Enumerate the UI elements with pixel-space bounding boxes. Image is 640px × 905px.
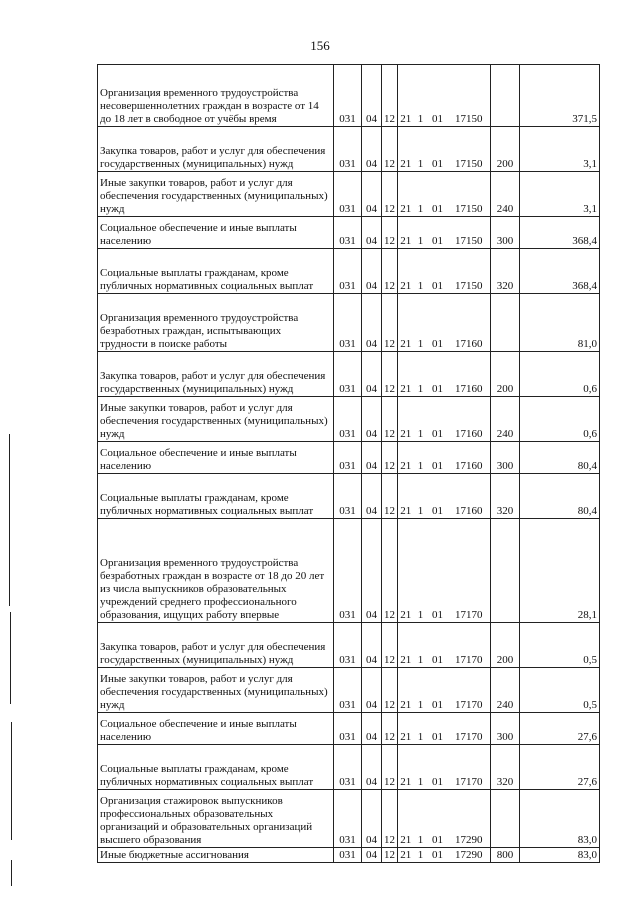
code-cs-event: 01 xyxy=(428,745,448,790)
code-vr: 200 xyxy=(491,127,520,172)
row-amount: 27,6 xyxy=(520,713,600,745)
code-rz: 04 xyxy=(362,352,382,397)
code-cs-program: 21 xyxy=(398,623,414,668)
code-rz: 04 xyxy=(362,519,382,623)
code-pr: 12 xyxy=(382,217,398,249)
row-name: Закупка товаров, работ и услуг для обеспечения государственных (муниципальных) нужд xyxy=(98,127,334,172)
code-pr: 12 xyxy=(382,713,398,745)
code-vr: 240 xyxy=(491,397,520,442)
code-ved: 031 xyxy=(334,65,362,127)
code-cs-subprogram: 1 xyxy=(414,294,428,352)
code-ved: 031 xyxy=(334,442,362,474)
code-ved: 031 xyxy=(334,790,362,848)
page-number: 156 xyxy=(310,38,330,53)
row-name: Иные закупки товаров, работ и услуг для обеспечения государственных (муниципальных) нужд xyxy=(98,397,334,442)
code-rz: 04 xyxy=(362,397,382,442)
table-body xyxy=(98,65,600,863)
code-ved: 031 xyxy=(334,127,362,172)
row-name: Организация временного трудоустройства безработных граждан в возрасте от 18 до 20 лет из числа выпускников образовательных учреждений среднего профессионального образования, ищущих работу впервые xyxy=(98,519,334,623)
code-ved: 031 xyxy=(334,623,362,668)
code-cs-program: 21 xyxy=(398,442,414,474)
table-row xyxy=(98,352,600,397)
row-name: Организация временного трудоустройства безработных граждан, испытывающих трудности в поиске работы xyxy=(98,294,334,352)
code-cs-program: 21 xyxy=(398,65,414,127)
code-cs-program: 21 xyxy=(398,713,414,745)
code-ved: 031 xyxy=(334,352,362,397)
table-row xyxy=(98,713,600,745)
code-cs-program: 21 xyxy=(398,352,414,397)
code-cs-subprogram: 1 xyxy=(414,127,428,172)
code-cs-subprogram: 1 xyxy=(414,442,428,474)
code-rz: 04 xyxy=(362,217,382,249)
table-row xyxy=(98,474,600,519)
code-rz: 04 xyxy=(362,848,382,863)
code-cs-direction: 17170 xyxy=(448,668,491,713)
code-pr: 12 xyxy=(382,790,398,848)
row-name: Социальное обеспечение и иные выплаты населению xyxy=(98,713,334,745)
row-name: Социальные выплаты гражданам, кроме публичных нормативных социальных выплат xyxy=(98,474,334,519)
code-cs-direction: 17160 xyxy=(448,352,491,397)
table-row xyxy=(98,397,600,442)
code-cs-event: 01 xyxy=(428,713,448,745)
code-ved: 031 xyxy=(334,172,362,217)
code-cs-subprogram: 1 xyxy=(414,848,428,863)
code-vr: 240 xyxy=(491,668,520,713)
code-cs-event: 01 xyxy=(428,127,448,172)
code-cs-event: 01 xyxy=(428,217,448,249)
table-row xyxy=(98,127,600,172)
code-cs-event: 01 xyxy=(428,474,448,519)
code-cs-direction: 17160 xyxy=(448,294,491,352)
code-rz: 04 xyxy=(362,294,382,352)
code-rz: 04 xyxy=(362,668,382,713)
row-name: Социальное обеспечение и иные выплаты населению xyxy=(98,217,334,249)
code-pr: 12 xyxy=(382,848,398,863)
table-row xyxy=(98,172,600,217)
code-rz: 04 xyxy=(362,172,382,217)
code-vr: 320 xyxy=(491,745,520,790)
code-pr: 12 xyxy=(382,249,398,294)
code-cs-subprogram: 1 xyxy=(414,397,428,442)
code-cs-program: 21 xyxy=(398,294,414,352)
code-pr: 12 xyxy=(382,397,398,442)
code-cs-direction: 17170 xyxy=(448,713,491,745)
code-vr: 200 xyxy=(491,352,520,397)
code-cs-direction: 17160 xyxy=(448,474,491,519)
code-ved: 031 xyxy=(334,713,362,745)
code-cs-program: 21 xyxy=(398,668,414,713)
code-cs-subprogram: 1 xyxy=(414,668,428,713)
table-row xyxy=(98,294,600,352)
code-cs-event: 01 xyxy=(428,172,448,217)
code-rz: 04 xyxy=(362,442,382,474)
code-cs-program: 21 xyxy=(398,474,414,519)
code-pr: 12 xyxy=(382,745,398,790)
code-ved: 031 xyxy=(334,397,362,442)
code-rz: 04 xyxy=(362,745,382,790)
code-cs-subprogram: 1 xyxy=(414,623,428,668)
code-cs-event: 01 xyxy=(428,352,448,397)
code-cs-direction: 17160 xyxy=(448,397,491,442)
row-name: Иные бюджетные ассигнования xyxy=(98,848,334,863)
code-cs-subprogram: 1 xyxy=(414,790,428,848)
code-cs-direction: 17170 xyxy=(448,519,491,623)
code-vr: 320 xyxy=(491,474,520,519)
code-vr: 300 xyxy=(491,217,520,249)
code-cs-event: 01 xyxy=(428,848,448,863)
code-cs-direction: 17170 xyxy=(448,745,491,790)
code-cs-direction: 17150 xyxy=(448,65,491,127)
row-amount: 83,0 xyxy=(520,790,600,848)
code-cs-direction: 17170 xyxy=(448,623,491,668)
code-ved: 031 xyxy=(334,294,362,352)
code-cs-program: 21 xyxy=(398,790,414,848)
row-amount: 0,6 xyxy=(520,397,600,442)
margin-line xyxy=(11,860,12,886)
code-vr: 240 xyxy=(491,172,520,217)
code-pr: 12 xyxy=(382,474,398,519)
code-cs-subprogram: 1 xyxy=(414,713,428,745)
table-row xyxy=(98,623,600,668)
code-cs-direction: 17290 xyxy=(448,790,491,848)
row-amount: 80,4 xyxy=(520,474,600,519)
margin-line xyxy=(10,612,11,704)
code-vr: 300 xyxy=(491,713,520,745)
table-row xyxy=(98,745,600,790)
code-cs-direction: 17150 xyxy=(448,249,491,294)
table-row xyxy=(98,668,600,713)
code-cs-direction: 17150 xyxy=(448,172,491,217)
code-cs-event: 01 xyxy=(428,790,448,848)
table-row xyxy=(98,442,600,474)
code-pr: 12 xyxy=(382,442,398,474)
code-cs-event: 01 xyxy=(428,294,448,352)
code-rz: 04 xyxy=(362,713,382,745)
code-vr xyxy=(491,790,520,848)
row-amount: 27,6 xyxy=(520,745,600,790)
row-name: Иные закупки товаров, работ и услуг для обеспечения государственных (муниципальных) нужд xyxy=(98,172,334,217)
code-ved: 031 xyxy=(334,519,362,623)
code-vr xyxy=(491,294,520,352)
code-ved: 031 xyxy=(334,668,362,713)
row-amount: 0,6 xyxy=(520,352,600,397)
row-amount: 28,1 xyxy=(520,519,600,623)
margin-line xyxy=(9,434,10,606)
code-cs-program: 21 xyxy=(398,397,414,442)
code-vr xyxy=(491,519,520,623)
table-row xyxy=(98,790,600,848)
code-cs-event: 01 xyxy=(428,65,448,127)
code-pr: 12 xyxy=(382,294,398,352)
table-row xyxy=(98,249,600,294)
code-rz: 04 xyxy=(362,127,382,172)
code-cs-program: 21 xyxy=(398,127,414,172)
code-rz: 04 xyxy=(362,249,382,294)
code-vr xyxy=(491,65,520,127)
code-ved: 031 xyxy=(334,848,362,863)
code-pr: 12 xyxy=(382,519,398,623)
code-rz: 04 xyxy=(362,474,382,519)
code-cs-event: 01 xyxy=(428,623,448,668)
code-cs-event: 01 xyxy=(428,668,448,713)
code-rz: 04 xyxy=(362,623,382,668)
code-cs-subprogram: 1 xyxy=(414,745,428,790)
table-row xyxy=(98,519,600,623)
code-ved: 031 xyxy=(334,249,362,294)
row-name: Социальные выплаты гражданам, кроме публичных нормативных социальных выплат xyxy=(98,745,334,790)
code-cs-program: 21 xyxy=(398,519,414,623)
row-name: Закупка товаров, работ и услуг для обеспечения государственных (муниципальных) нужд xyxy=(98,352,334,397)
code-pr: 12 xyxy=(382,668,398,713)
margin-line xyxy=(11,722,12,840)
code-cs-subprogram: 1 xyxy=(414,474,428,519)
code-pr: 12 xyxy=(382,172,398,217)
code-cs-subprogram: 1 xyxy=(414,172,428,217)
code-cs-subprogram: 1 xyxy=(414,217,428,249)
code-vr: 300 xyxy=(491,442,520,474)
code-rz: 04 xyxy=(362,65,382,127)
table-row xyxy=(98,65,600,127)
budget-table xyxy=(97,64,600,863)
row-amount: 81,0 xyxy=(520,294,600,352)
code-cs-subprogram: 1 xyxy=(414,249,428,294)
code-cs-event: 01 xyxy=(428,519,448,623)
code-cs-program: 21 xyxy=(398,249,414,294)
code-ved: 031 xyxy=(334,217,362,249)
row-amount: 371,5 xyxy=(520,65,600,127)
row-name: Закупка товаров, работ и услуг для обеспечения государственных (муниципальных) нужд xyxy=(98,623,334,668)
table-row xyxy=(98,217,600,249)
code-vr: 800 xyxy=(491,848,520,863)
code-vr: 200 xyxy=(491,623,520,668)
code-ved: 031 xyxy=(334,474,362,519)
code-cs-direction: 17150 xyxy=(448,127,491,172)
code-vr: 320 xyxy=(491,249,520,294)
code-cs-program: 21 xyxy=(398,172,414,217)
row-name: Организация стажировок выпускников профессиональных образовательных организаций и образовательных организаций высшего образования xyxy=(98,790,334,848)
table-row xyxy=(98,848,600,863)
code-pr: 12 xyxy=(382,65,398,127)
code-cs-direction: 17160 xyxy=(448,442,491,474)
row-name: Социальные выплаты гражданам, кроме публичных нормативных социальных выплат xyxy=(98,249,334,294)
row-amount: 80,4 xyxy=(520,442,600,474)
row-name: Организация временного трудоустройства несовершеннолетних граждан в возрасте от 14 до 18 лет в свободное от учёбы время xyxy=(98,65,334,127)
row-name: Иные закупки товаров, работ и услуг для обеспечения государственных (муниципальных) нужд xyxy=(98,668,334,713)
code-rz: 04 xyxy=(362,790,382,848)
code-cs-program: 21 xyxy=(398,848,414,863)
row-amount: 0,5 xyxy=(520,623,600,668)
code-cs-event: 01 xyxy=(428,249,448,294)
code-cs-program: 21 xyxy=(398,745,414,790)
code-pr: 12 xyxy=(382,623,398,668)
code-pr: 12 xyxy=(382,352,398,397)
row-amount: 368,4 xyxy=(520,217,600,249)
code-cs-subprogram: 1 xyxy=(414,519,428,623)
code-cs-subprogram: 1 xyxy=(414,352,428,397)
code-cs-direction: 17150 xyxy=(448,217,491,249)
code-cs-direction: 17290 xyxy=(448,848,491,863)
code-cs-subprogram: 1 xyxy=(414,65,428,127)
code-cs-event: 01 xyxy=(428,397,448,442)
row-amount: 3,1 xyxy=(520,172,600,217)
code-cs-event: 01 xyxy=(428,442,448,474)
row-amount: 0,5 xyxy=(520,668,600,713)
code-cs-program: 21 xyxy=(398,217,414,249)
row-amount: 83,0 xyxy=(520,848,600,863)
code-pr: 12 xyxy=(382,127,398,172)
row-amount: 368,4 xyxy=(520,249,600,294)
code-ved: 031 xyxy=(334,745,362,790)
row-name: Социальное обеспечение и иные выплаты населению xyxy=(98,442,334,474)
row-amount: 3,1 xyxy=(520,127,600,172)
